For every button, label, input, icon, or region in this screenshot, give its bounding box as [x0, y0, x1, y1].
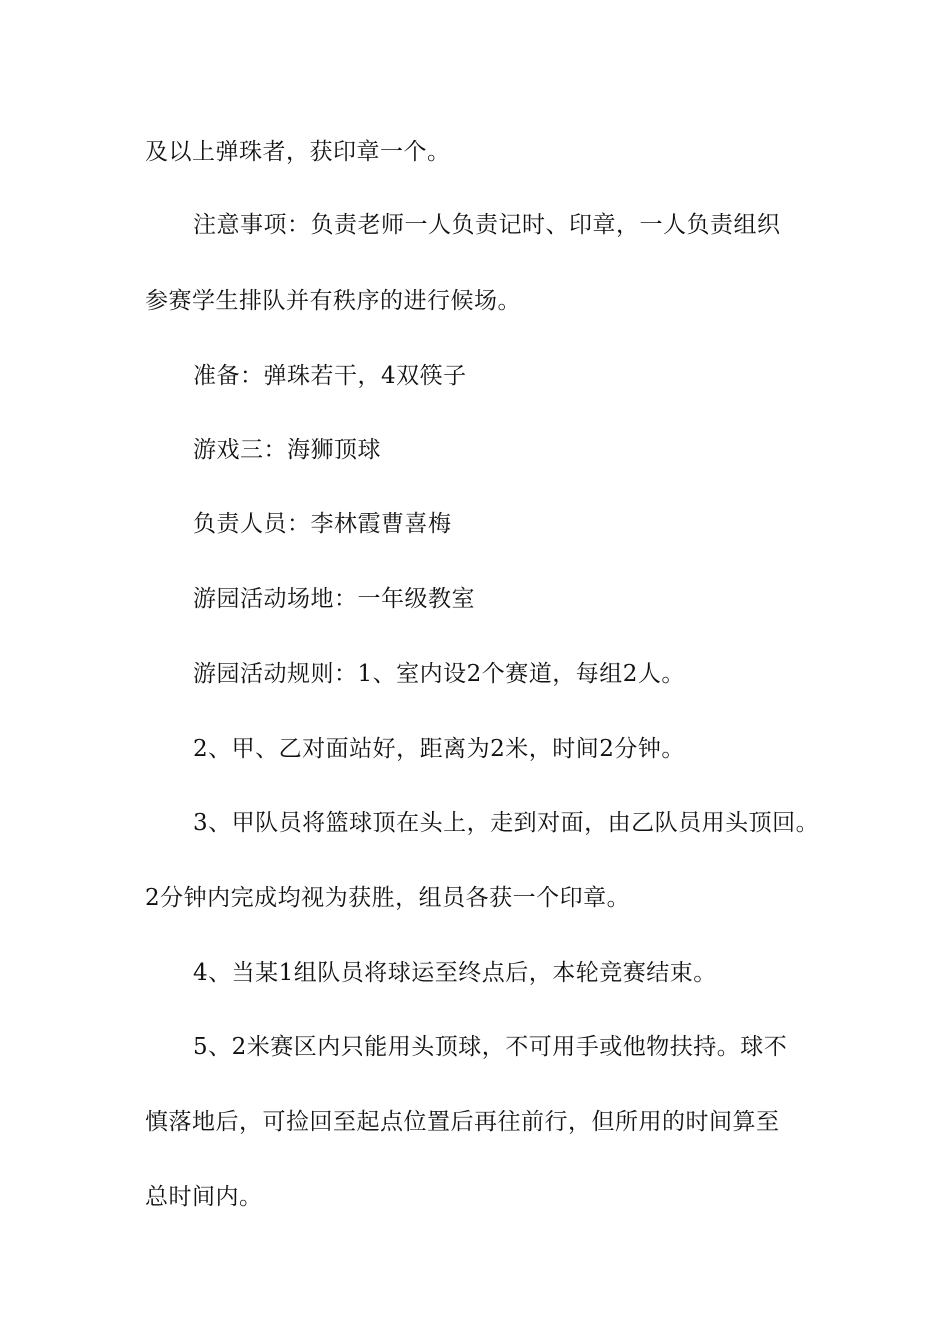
text-line: 准备：弹珠若干，4双筷子 — [193, 363, 467, 389]
text-line: 5、2米赛区内只能用头顶球，不可用手或他物扶持。球不 — [193, 1034, 788, 1060]
text-line: 参赛学生排队并有秩序的进行候场。 — [145, 288, 521, 314]
section-heading: 游戏三：海狮顶球 — [193, 437, 381, 463]
text-line: 游园活动规则：1、室内设2个赛道，每组2人。 — [193, 661, 685, 687]
text-line: 2分钟内完成均视为获胜，组员各获一个印章。 — [145, 885, 631, 911]
text-line: 2、甲、乙对面站好，距离为2米，时间2分钟。 — [193, 736, 685, 762]
text-line: 3、甲队员将篮球顶在头上，走到对面，由乙队员用头顶回。 — [193, 810, 820, 836]
text-line: 注意事项：负责老师一人负责记时、印章，一人负责组织 — [193, 212, 781, 238]
text-line: 游园活动场地：一年级教室 — [193, 586, 475, 612]
text-line: 负责人员：李林霞曹喜梅 — [193, 511, 452, 537]
text-line: 4、当某1组队员将球运至终点后，本轮竞赛结束。 — [193, 960, 717, 986]
text-line: 总时间内。 — [145, 1184, 263, 1210]
text-line: 慎落地后，可捡回至起点位置后再往前行，但所用的时间算至 — [145, 1109, 780, 1135]
text-line: 及以上弹珠者，获印章一个。 — [145, 139, 451, 165]
